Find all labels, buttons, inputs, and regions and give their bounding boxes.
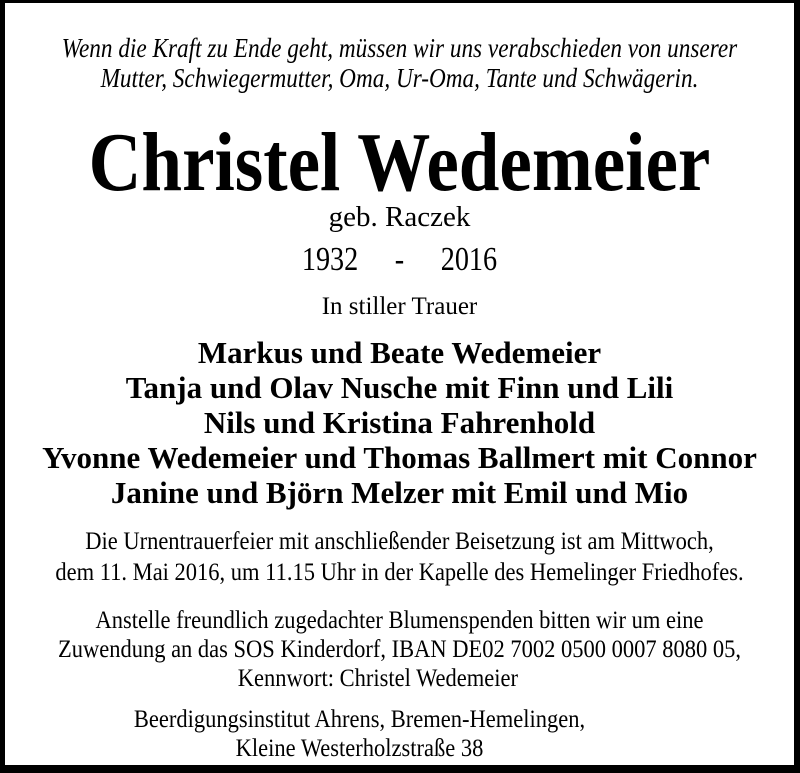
donation-line: Zuwendung an das SOS Kinderdorf, IBAN DE02 7002 0500 0007 8080 05, (57, 636, 742, 663)
ceremony-line: Die Urnentrauerfeier mit anschließender Beisetzung ist am Mittwoch, (85, 528, 714, 555)
year-separator: - (394, 241, 405, 278)
funeral-home-info (4, 705, 714, 763)
intro-line: Wenn die Kraft zu Ende geht, müssen wir uns verabschieden von unserer (61, 33, 738, 63)
mourner-line: Nils und Kristina Fahrenhold (203, 405, 596, 440)
funeral-home-line: Beerdigungsinstitut Ahrens, Bremen-Hemelingen, (133, 706, 586, 733)
ceremony-line: dem 11. Mai 2016, um 11.15 Uhr in der Kapelle des Hemelinger Friedhofes. (55, 559, 744, 586)
mourner-line: Janine und Björn Melzer mit Emil und Mio (110, 475, 689, 510)
intro-line: Mutter, Schwiegermutter, Oma, Ur-Oma, Tante und Schwägerin. (100, 63, 699, 93)
intro-verse (60, 33, 739, 93)
funeral-home-line: Kleine Westerholzstraße 38 (235, 735, 484, 762)
maiden-name: geb. Raczek (328, 201, 471, 233)
mourner-line: Yvonne Wedemeier und Thomas Ballmert mit Connor (42, 440, 757, 475)
donation-line: Anstelle freundlich zugedachter Blumenspenden bitten wir um eine (95, 607, 704, 634)
donation-line: Kennwort: Christel Wedemeier (237, 665, 518, 692)
mourners-list (5, 335, 794, 510)
life-years (72, 243, 727, 277)
donation-request (44, 606, 754, 693)
death-year: 2016 (440, 241, 498, 278)
ceremony-details (44, 526, 754, 588)
mourner-line: Markus und Beate Wedemeier (197, 335, 602, 370)
mourner-line: Tanja und Olav Nusche mit Finn und Lili (125, 370, 674, 405)
mourning-heading: In stiller Trauer (321, 293, 478, 320)
birth-year: 1932 (301, 241, 359, 278)
deceased-name: Christel Wedemeier (88, 116, 711, 209)
